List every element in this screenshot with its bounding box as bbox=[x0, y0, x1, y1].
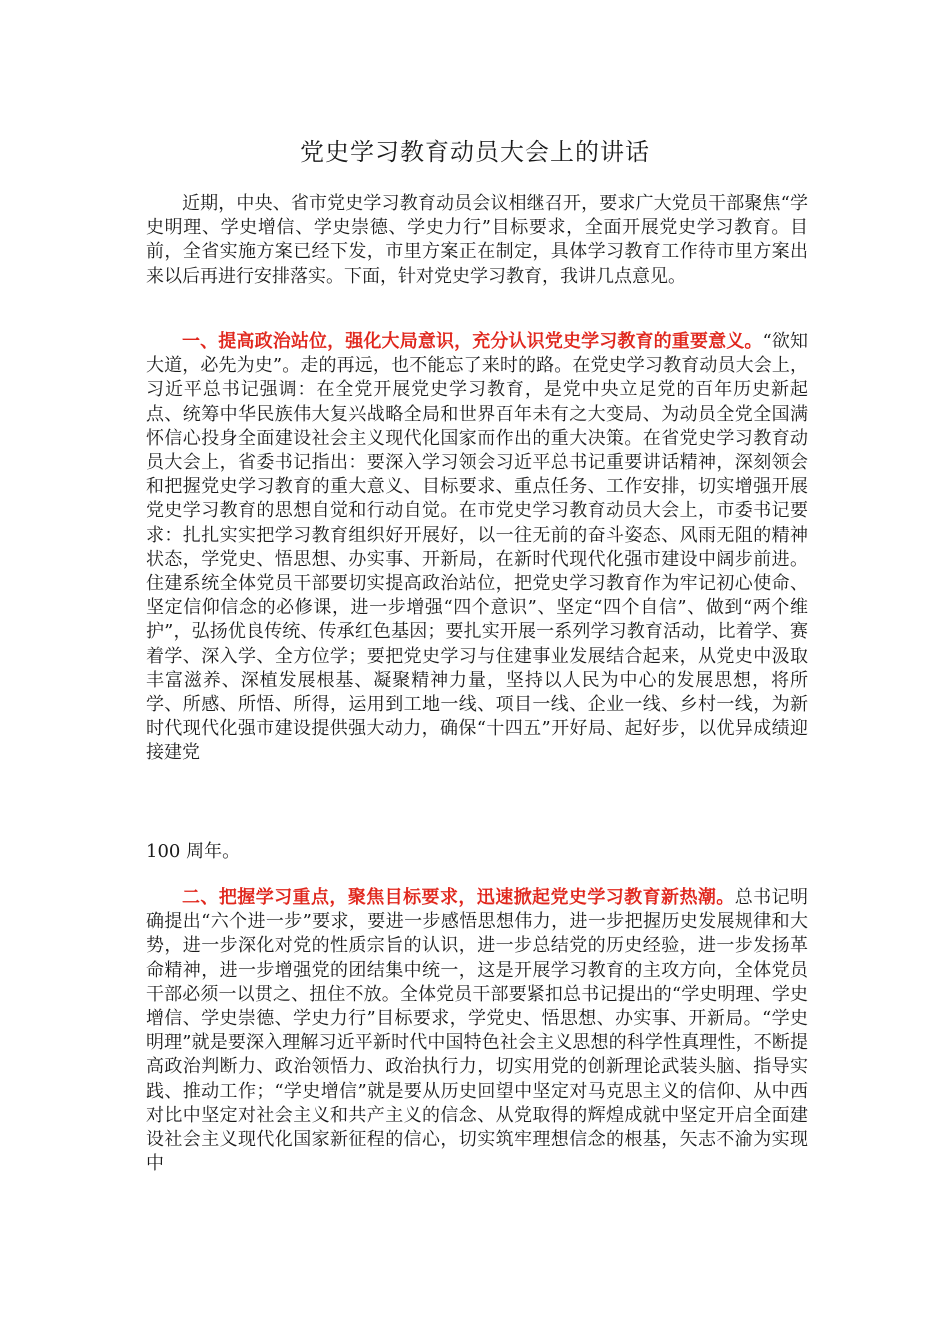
section-1-paragraph bbox=[146, 330, 808, 766]
document-title: 党史学习教育动员大会上的讲话 bbox=[300, 138, 650, 166]
section-2-heading: 二、把握学习重点，聚焦目标要求，迅速掀起党史学习教育新热潮。 bbox=[182, 887, 735, 908]
section-2-body: 总书记明确提出“六个进一步”要求，要进一步感悟思想伟力，进一步把握历史发展规律和大势，进一步深化对党的性质宗旨的认识，进一步总结党的历史经验，进一步发扬革命精神，进一步增强党的团结集中统一，这是开展学习教育的主攻方向，全体党员干部必须一以贯之、扭住不放。全体党员干部要紧扣总书记提出的“学史明理、学史增信、学史崇德、学史力行”目标要求，学党史、悟思想、办实事、开新局。“学史明理”就是要深入理解习近平新时代中国特色社会主义思想的科学性真理性，不断提高政治判断力、政治领悟力、政治执行力，切实用党的创新理论武装头脑、指导实践、推动工作；“学史增信”就是要从历史回望中坚定对马克思主义的信仰、从中西对比中坚定对社会主义和共产主义的信念、从党取得的辉煌成就中坚定开启全面建设社会主义现代化国家新征程的信心，切实筑牢理想信念的根基，矢志不渝为实现中 bbox=[146, 887, 809, 1175]
intro-paragraph: 近期，中央、省市党史学习教育动员会议相继召开，要求广大党员干部聚焦“学史明理、学史增信、学史崇德、学史力行”目标要求，全面开展党史学习教育。目前，全省实施方案已经下发，市里方案正在制定，具体学习教育工作待市里方案出来以后再进行安排落实。下面，针对党史学习教育，我讲几点意见。 bbox=[146, 193, 808, 287]
section-1-body: “欲知大道，必先为史”。走的再远，也不能忘了来时的路。在党史学习教育动员大会上，习近平总书记强调：在全党开展党史学习教育，是党中央立足党的百年历史新起点、统筹中华民族伟大复兴战略全局和世界百年未有之大变局、为动员全党全国满怀信心投身全面建设社会主义现代化国家而作出的重大决策。在省党史学习教育动员大会上，省委书记指出：要深入学习领会习近平总书记重要讲话精神，深刻领会和把握党史学习教育的重大意义、目标要求、重点任务、工作安排，切实增强开展党史学习教育的思想自觉和行动自觉。在市党史学习教育动员大会上，市委书记要求：扎扎实实把学习教育组织好开展好，以一往无前的奋斗姿态、风雨无阻的精神状态，学党史、悟思想、办实事、开新局，在新时代现代化强市建设中阔步前进。住建系统全体党员干部要切实提高政治站位，把党史学习教育作为牢记初心使命、坚定信仰信念的必修课，进一步增强“四个意识”、坚定“四个自信”、做到“两个维护”，弘扬优良传统、传承红色基因；要扎实开展一系列学习教育活动，比着学、赛着学、深入学、全方位学；要把党史学习与住建事业发展结合起来，从党史中汲取丰富滋养、深植发展根基、凝聚精神力量，坚持以人民为中心的发展思想，将所学、所感、所悟、所得，运用到工地一线、项目一线、企业一线、乡村一线，为新时代现代化强市建设提供强大动力，确保“十四五”开好局、起好步，以优异成绩迎接建党 bbox=[146, 331, 808, 764]
section-1-heading: 一、提高政治站位，强化大局意识，充分认识党史学习教育的重要意义。 bbox=[182, 331, 763, 352]
section-2-paragraph bbox=[146, 886, 808, 1176]
section-1-tail: 100 周年。 bbox=[146, 841, 241, 862]
